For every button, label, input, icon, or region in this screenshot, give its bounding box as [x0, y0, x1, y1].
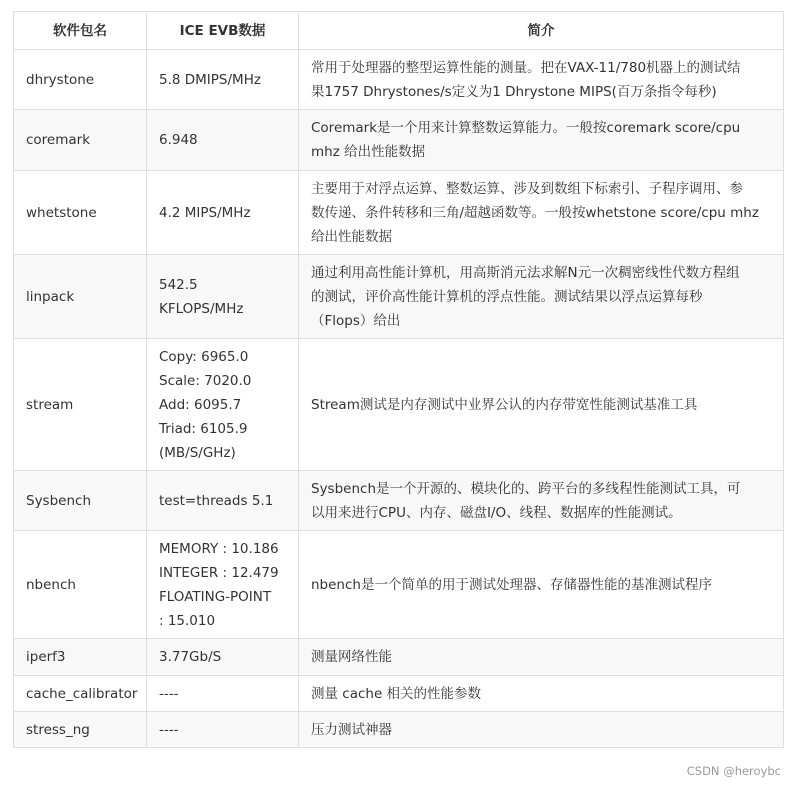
evb-data-line: ----: [159, 685, 179, 702]
table-row: [14, 531, 784, 639]
table-row: [14, 50, 784, 110]
evb-data-line: FLOATING-POINT: [159, 588, 272, 605]
description-line: Sysbench是一个开源的、模块化的、跨平台的多线程性能测试工具，可: [311, 480, 741, 497]
evb-data-line: : 15.010: [159, 612, 216, 629]
description-line: （Flops）给出: [311, 312, 401, 329]
evb-data-line: (MB/S/GHz): [159, 444, 236, 461]
evb-data-line: 5.8 DMIPS/MHz: [159, 71, 261, 88]
cell-package-name: Sysbench: [14, 471, 147, 531]
evb-data-line: test=threads 5.1: [159, 492, 274, 509]
cell-description: [299, 676, 784, 712]
evb-data-line: INTEGER : 12.479: [159, 564, 279, 581]
header-evb-data: ICE EVB数据: [147, 12, 299, 50]
watermark: CSDN @heroybc: [686, 764, 781, 778]
cell-package-name: cache_calibrator: [14, 676, 147, 712]
table-body: [14, 50, 784, 748]
cell-description: [299, 639, 784, 676]
cell-description: [299, 712, 784, 748]
cell-package-name: coremark: [14, 110, 147, 171]
cell-evb-data: [147, 255, 299, 339]
cell-description: [299, 50, 784, 110]
description-line: 给出性能数据: [311, 228, 392, 245]
evb-data-line: Triad: 6105.9: [159, 420, 248, 437]
description-line: 果1757 Dhrystones/s定义为1 Dhrystone MIPS(百万条指令每秒): [311, 83, 717, 100]
evb-data-line: Scale: 7020.0: [159, 372, 252, 389]
evb-data-line: 3.77Gb/S: [159, 649, 222, 665]
description-line: 数传递、条件转移和三角/超越函数等。一般按whetstone score/cpu mhz: [311, 204, 759, 221]
evb-data-line: ----: [159, 721, 179, 738]
table-row: [14, 171, 784, 255]
cell-description: [299, 339, 784, 471]
cell-evb-data: [147, 471, 299, 531]
table-row: [14, 110, 784, 171]
description-line: 测量 cache 相关的性能参数: [311, 685, 482, 702]
header-package-name: 软件包名: [14, 12, 147, 50]
cell-evb-data: [147, 676, 299, 712]
description-line: 常用于处理器的整型运算性能的测量。把在VAX-11/780机器上的测试结: [311, 59, 741, 76]
cell-description: [299, 171, 784, 255]
evb-data-line: 6.948: [159, 132, 198, 148]
cell-description: [299, 110, 784, 171]
cell-package-name: stress_ng: [14, 712, 147, 748]
cell-evb-data: [147, 712, 299, 748]
cell-evb-data: [147, 639, 299, 676]
cell-package-name: stream: [14, 339, 147, 471]
description-line: Coremark是一个用来计算整数运算能力。一般按coremark score/cpu: [311, 120, 741, 136]
cell-description: [299, 471, 784, 531]
cell-package-name: iperf3: [14, 639, 147, 676]
description-line: 主要用于对浮点运算、整数运算、涉及到数组下标索引、子程序调用、参: [311, 180, 743, 197]
benchmark-table: [13, 11, 784, 748]
description-line: 以用来进行CPU、内存、磁盘I/O、线程、数据库的性能测试。: [311, 504, 682, 521]
table-row: [14, 471, 784, 531]
cell-package-name: nbench: [14, 531, 147, 639]
cell-evb-data: [147, 110, 299, 171]
cell-evb-data: [147, 171, 299, 255]
cell-evb-data: [147, 531, 299, 639]
description-line: 压力测试神器: [311, 721, 392, 738]
description-line: 通过利用高性能计算机，用高斯消元法求解N元一次稠密线性代数方程组: [311, 264, 740, 281]
cell-package-name: linpack: [14, 255, 147, 339]
cell-package-name: dhrystone: [14, 50, 147, 110]
description-line: Stream测试是内存测试中业界公认的内存带宽性能测试基准工具: [311, 396, 698, 413]
table-row: [14, 339, 784, 471]
table-row: [14, 639, 784, 676]
description-line: 的测试，评价高性能计算机的浮点性能。测试结果以浮点运算每秒: [311, 288, 703, 305]
cell-evb-data: [147, 50, 299, 110]
evb-data-line: KFLOPS/MHz: [159, 300, 244, 317]
header-description: 简介: [299, 12, 784, 50]
cell-evb-data: [147, 339, 299, 471]
cell-description: [299, 531, 784, 639]
table-header-row: [14, 12, 784, 50]
cell-description: [299, 255, 784, 339]
evb-data-line: Add: 6095.7: [159, 396, 242, 413]
evb-data-line: 542.5: [159, 276, 198, 293]
table-row: [14, 712, 784, 748]
table-row: [14, 676, 784, 712]
evb-data-line: 4.2 MIPS/MHz: [159, 204, 251, 221]
description-line: mhz 给出性能数据: [311, 144, 426, 160]
table-row: [14, 255, 784, 339]
cell-package-name: whetstone: [14, 171, 147, 255]
evb-data-line: Copy: 6965.0: [159, 348, 249, 365]
evb-data-line: MEMORY : 10.186: [159, 540, 279, 557]
description-line: 测量网络性能: [311, 649, 392, 665]
description-line: nbench是一个简单的用于测试处理器、存储器性能的基准测试程序: [311, 576, 712, 593]
